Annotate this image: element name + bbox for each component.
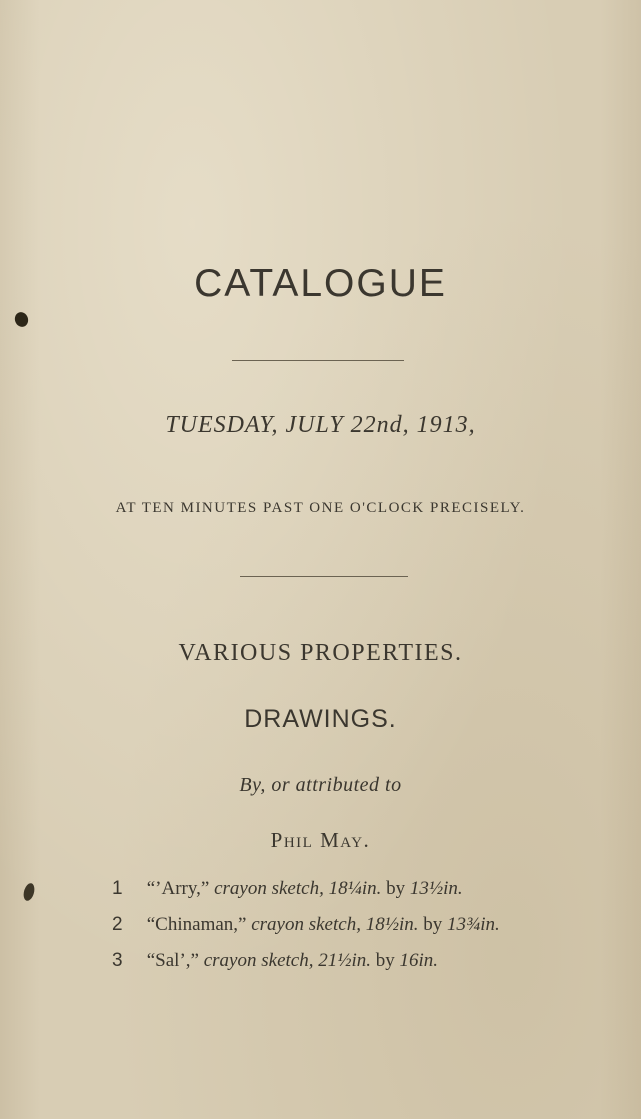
attribution-line: By, or attributed to: [239, 774, 402, 796]
lot-medium: crayon sketch, 21½in.: [203, 950, 371, 971]
ink-blot-mark: [13, 310, 30, 329]
title-divider: [232, 360, 404, 361]
lot-by: by: [375, 950, 395, 971]
sale-time: AT TEN MINUTES PAST ONE O'CLOCK PRECISELY.: [115, 500, 526, 516]
lot-by: by: [423, 914, 443, 935]
sale-date: TUESDAY, JULY 22nd, 1913,: [165, 412, 476, 438]
lot-item: [112, 878, 612, 914]
lot-list: [112, 878, 612, 986]
lot-medium: crayon sketch, 18½in.: [251, 914, 419, 935]
artist-name: Phil May.: [270, 828, 371, 852]
lot-by: by: [386, 878, 406, 899]
lot-number: 3: [112, 950, 123, 971]
lot-item: [112, 914, 612, 950]
lot-description: [147, 878, 463, 900]
lot-size: 13¾in.: [446, 914, 500, 935]
lot-item: [112, 950, 612, 986]
ink-blot-mark: [22, 882, 36, 902]
lot-size: 16in.: [399, 950, 439, 971]
time-divider: [240, 576, 408, 577]
section-heading: VARIOUS PROPERTIES.: [178, 640, 463, 666]
lot-title: “Sal’,”: [146, 950, 199, 971]
category-heading: DRAWINGS.: [244, 705, 397, 733]
lot-title: “Chinaman,”: [146, 914, 247, 935]
lot-description: [147, 914, 500, 936]
lot-description: [147, 950, 438, 972]
lot-size: 13½in.: [409, 878, 463, 899]
lot-title: “’Arry,”: [146, 878, 210, 899]
lot-number: 2: [112, 914, 123, 935]
lot-number: 1: [112, 878, 123, 899]
lot-medium: crayon sketch, 18¼in.: [214, 878, 382, 899]
catalogue-title: CATALOGUE: [194, 262, 447, 305]
